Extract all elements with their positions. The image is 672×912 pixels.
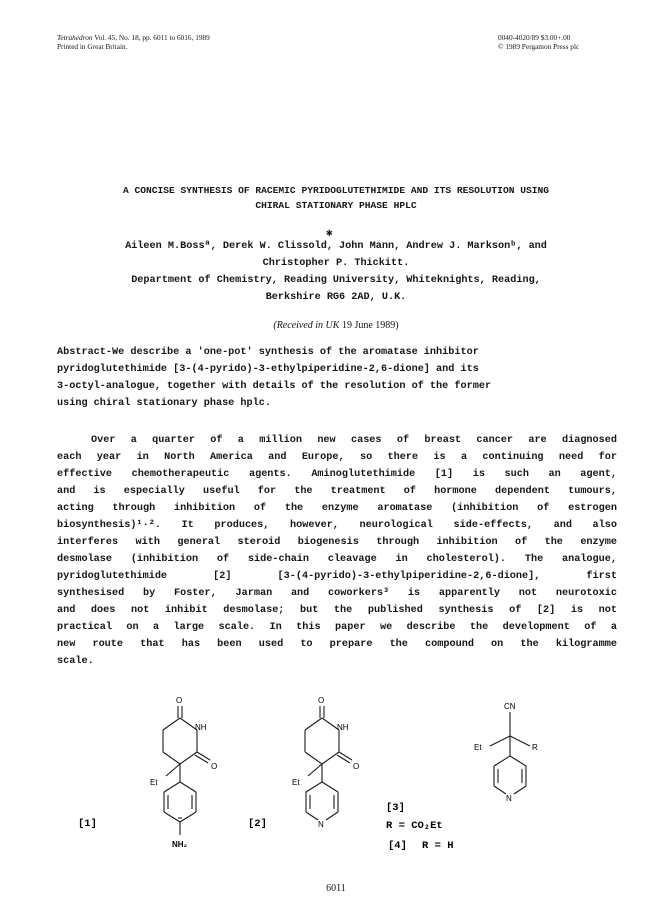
atom-amino: NH₂	[172, 840, 188, 849]
atom-pyridine-nitrogen: N	[318, 820, 324, 829]
structure-label-2: [2]	[248, 818, 267, 830]
abstract-line: pyridoglutethimide [3-(4-pyrido)-3-ethylpiperidine-2,6-dione] and its	[57, 364, 479, 375]
atom-pyridine-nitrogen: N	[506, 794, 512, 803]
page-number: 6011	[326, 883, 346, 894]
received-prefix: (Received in UK	[273, 320, 340, 331]
article-code: 0040-4020/89 $3.00+.00	[498, 33, 571, 42]
received-date	[40, 320, 632, 331]
journal-citation: Vol. 45, No. 18, pp. 6011 to 6016, 1989	[94, 33, 210, 42]
atom-r-group: R	[532, 743, 538, 752]
affiliation-line-2: Berkshire RG6 2AD, U.K.	[265, 292, 407, 303]
atom-ethyl: Et	[292, 778, 300, 787]
atom-oxygen: O	[353, 762, 360, 771]
body-paragraph	[57, 432, 617, 670]
body-line: synthesised by Foster, Jarman and coworkers³ is apparently not neurotoxic	[57, 588, 617, 599]
atom-ethyl: Et	[150, 778, 158, 787]
body-line: pyridoglutethimide [2] [3-(4-pyrido)-3-ethylpiperidine-2,6-dione], first	[57, 571, 617, 582]
structure-3-definition: R = CO₂Et	[386, 820, 443, 832]
body-line: biosynthesis)¹·². It produces, however, neurological side-effects, and also	[57, 520, 617, 531]
body-line: desmolase (inhibition of side-chain cleavage in cholesterol). The analogue,	[57, 554, 617, 565]
atom-nh: NH	[195, 723, 207, 732]
affiliation-line-1: Department of Chemistry, Reading University, Whiteknights, Reading,	[131, 275, 541, 286]
authors-line-2: Christopher P. Thickitt.	[262, 258, 410, 269]
body-line: and does not inhibit desmolase; but the published synthesis of [2] is not	[57, 605, 617, 616]
body-line: Over a quarter of a million new cases of breast cancer are diagnosed	[91, 435, 617, 446]
structure-label-4: [4]	[388, 840, 407, 852]
atom-nh: NH	[337, 723, 349, 732]
atom-oxygen: O	[318, 696, 325, 705]
structure-4-definition: R = H	[422, 840, 454, 852]
journal-name: Tetrahedron	[57, 33, 93, 42]
corresponding-author-star-icon: ✱	[326, 228, 333, 240]
affiliation	[40, 272, 632, 306]
printed-note: Printed in Great Britain.	[57, 42, 128, 51]
structure-3-4	[490, 712, 530, 794]
publisher-header	[498, 33, 579, 51]
abstract-line: Abstract-We describe a 'one-pot' synthesis of the aromatase inhibitor	[57, 347, 479, 358]
author-list	[40, 238, 632, 272]
paper-title	[40, 183, 632, 213]
structure-label-3: [3]	[386, 802, 405, 814]
abstract-line: 3-octyl-analogue, together with details of the resolution of the former	[57, 381, 492, 392]
body-line: effective chemotherapeutic agents. Aminoglutethimide [1] is such an agent,	[57, 469, 617, 480]
body-line: acting through inhibition of the enzyme aromatase (inhibition of estrogen	[57, 503, 617, 514]
atom-nitrile: CN	[504, 702, 516, 711]
abstract	[57, 344, 617, 412]
body-line: and is especially useful for the treatment of hormone dependent tumours,	[57, 486, 617, 497]
title-line-2: CHIRAL STATIONARY PHASE HPLC	[255, 200, 417, 211]
journal-header	[57, 33, 210, 51]
body-line: each year in North America and Europe, so there is a continuing need for	[57, 452, 617, 463]
chemical-structures	[0, 690, 672, 880]
authors-line-1: Aileen M.Bossª, Derek W. Clissold, John Mann, Andrew J. Marksonᵇ, and	[125, 241, 547, 252]
body-line: practical on a large scale. In this paper we describe the development of a	[57, 622, 617, 633]
atom-oxygen: O	[176, 696, 183, 705]
atom-ethyl: Et	[474, 743, 482, 752]
atom-oxygen: O	[211, 762, 218, 771]
structure-label-1: [1]	[78, 818, 97, 830]
title-line-1: A CONCISE SYNTHESIS OF RACEMIC PYRIDOGLUTETHIMIDE AND ITS RESOLUTION USING	[122, 185, 550, 196]
copyright: © 1989 Pergamon Press plc	[498, 42, 580, 51]
body-line: scale.	[57, 656, 94, 667]
abstract-line: using chiral stationary phase hplc.	[57, 398, 271, 409]
received-date-value: 19 June 1989)	[341, 320, 399, 331]
body-line: new route that has been used to prepare the compound on the kilogramme	[57, 639, 617, 650]
body-line: interferes with general steroid biogenesis through inhibition of the enzyme	[57, 537, 617, 548]
